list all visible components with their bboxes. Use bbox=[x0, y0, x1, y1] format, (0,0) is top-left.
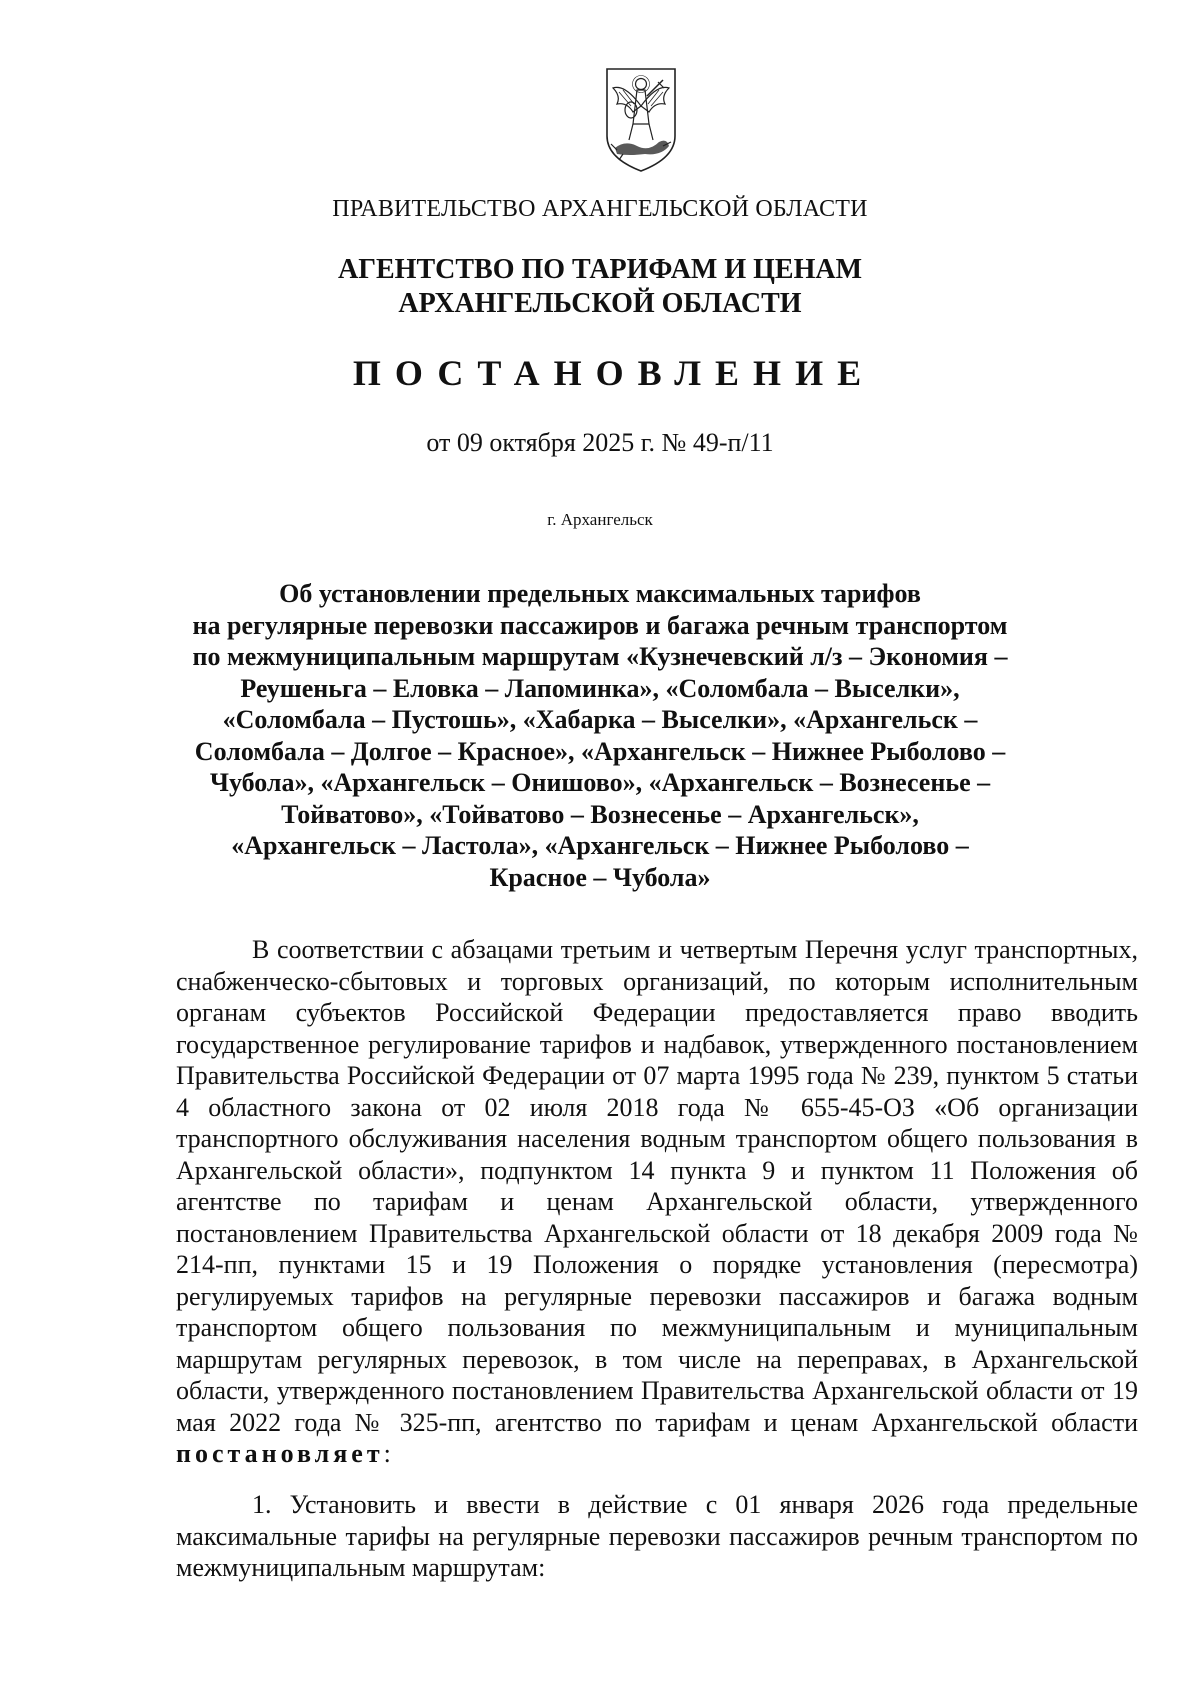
subject-line: Об установлении предельных максимальных тарифов bbox=[279, 579, 921, 608]
subject-line: Соломбала – Долгое – Красное», «Архангельск – Нижнее Рыболово – bbox=[194, 736, 1006, 766]
document-date-number: от 09 октября 2025 г. № 49-п/11 bbox=[426, 428, 774, 457]
subject-line: Тойватово», «Тойватово – Вознесенье – Архангельск», bbox=[281, 799, 919, 829]
document-type: ПОСТАНОВЛЕНИЕ bbox=[352, 353, 876, 393]
agency-name-line: АРХАНГЕЛЬСКОЙ ОБЛАСТИ bbox=[398, 288, 802, 319]
document-subject bbox=[0, 578, 1200, 893]
resolves-word: постановляет bbox=[176, 1439, 384, 1468]
subject-line: на регулярные перевозки пассажиров и багажа речным транспортом bbox=[192, 610, 1008, 640]
subject-line: по межмуниципальным маршрутам «Кузнечевский л/з – Экономия – bbox=[192, 642, 1008, 671]
government-name: ПРАВИТЕЛЬСТВО АРХАНГЕЛЬСКОЙ ОБЛАСТИ bbox=[332, 196, 868, 222]
agency-name-line: АГЕНТСТВО ПО ТАРИФАМ И ЦЕНАМ bbox=[337, 254, 863, 285]
subject-line: Чубола», «Архангельск – Онишово», «Архангельск – Вознесенье – bbox=[209, 768, 991, 797]
document-place: г. Архангельск bbox=[547, 510, 653, 529]
preamble-text: В соответствии с абзацами третьим и четвертым Перечня услуг транспортных, снабженческо-сбытовых и торговых организаций, по которым исполнительным органам субъектов Российской Федерации предоставляется право вводить государственное регулирование тарифов и надбавок, утвержденного постановлением Правительства Российской Федерации от 07 марта 1995 года № 239, пунктом 5 статьи 4 областного закона от 02 июля 2018 года № 655-45-ОЗ «Об организации транспортного обслуживания населения водным транспортом общего пользования в Архангельской области», подпунктом 14 пункта 9 и пунктом 11 Положения об агентстве по тарифам и ценам Архангельской области, утвержденного постановлением Правительства Архангельской области от 18 декабря 2009 года № 214-пп, пунктами 15 и 19 Положения о порядке установления (пересмотра) регулируемых тарифов на регулярные перевозки пассажиров и багажа водным транспортом общего пользования по межмуниципальным и муниципальным маршрутам регулярных перевозок, в том числе на переправах, в Архангельской области, утвержденного постановлением Правительства Архангельской области от 19 мая 2022 года № 325-пп, агентство по тарифам и ценам Архангельской области bbox=[176, 935, 1138, 1437]
resolves-colon: : bbox=[383, 1439, 391, 1468]
subject-line: «Архангельск – Ластола», «Архангельск – Нижнее Рыболово – bbox=[231, 831, 969, 860]
item-1-paragraph: 1. Установить и ввести в действие с 01 января 2026 года предельные максимальные тарифы на регулярные перевозки пассажиров речным транспортом по межмуниципальным маршрутам: bbox=[176, 1490, 1138, 1582]
archangel-coat-of-arms-icon bbox=[603, 66, 679, 174]
subject-line: «Соломбала – Пустошь», «Хабарка – Выселки», «Архангельск – bbox=[222, 705, 978, 734]
subject-line: Красное – Чубола» bbox=[489, 862, 711, 892]
preamble-paragraph bbox=[176, 934, 1138, 1470]
agency-name bbox=[0, 253, 1200, 321]
subject-line: Реушеньга – Еловка – Лапоминка», «Соломбала – Выселки», bbox=[240, 673, 960, 703]
